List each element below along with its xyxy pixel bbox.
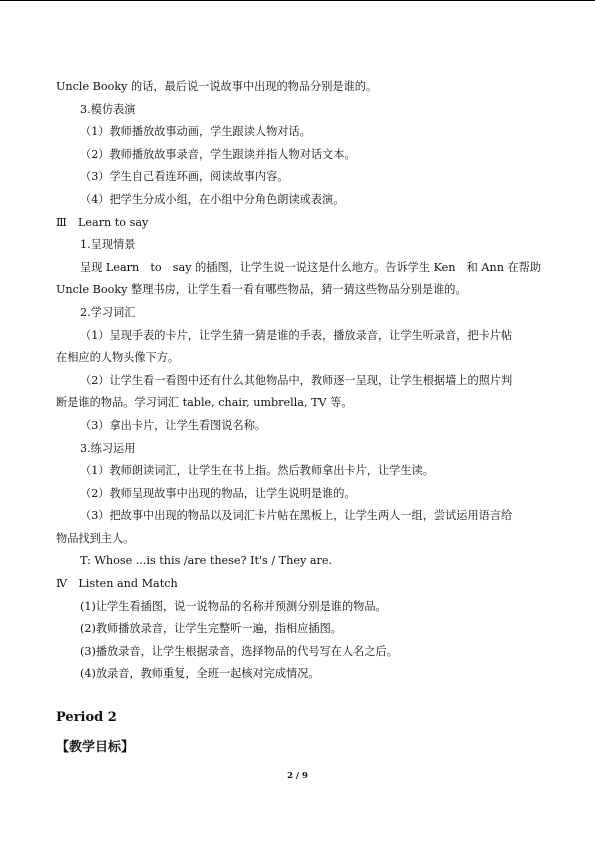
text-line: （3）把故事中出现的物品以及词汇卡片帖在黑板上，让学生两人一组，尝试运用语言给 xyxy=(80,509,513,523)
text-line: 在相应的人物头像下方。 xyxy=(56,351,180,365)
text-line: (2)教师播放录音，让学生完整听一遍，指相应插图。 xyxy=(80,622,342,636)
text-line: 3.模仿表演 xyxy=(80,102,136,116)
top-rule xyxy=(0,0,595,1)
text-line: Uncle Booky 整理书房，让学生看一看有哪些物品，猜一猜这些物品分别是谁的。 xyxy=(56,283,467,297)
text-line: （1）教师播放故事动画，学生跟读人物对话。 xyxy=(80,125,311,139)
text-line: （4）把学生分成小组，在小组中分角色朗读或表演。 xyxy=(80,192,345,206)
text-line: Uncle Booky 的话，最后说一说故事中出现的物品分别是谁的。 xyxy=(56,80,378,93)
text-line: （1）教师朗读词汇，让学生在书上指。然后教师拿出卡片，让学生读。 xyxy=(80,464,434,478)
text-line: Ⅳ Listen and Match xyxy=(56,577,178,591)
text-line: (4)放录音，教师重复，全班一起核对完成情况。 xyxy=(80,667,320,681)
paragraph-list xyxy=(56,76,544,686)
text-line: 物品找到主人。 xyxy=(56,531,135,545)
text-line: （2）教师呈现故事中出现的物品，让学生说明是谁的。 xyxy=(80,486,356,500)
document-body xyxy=(56,76,544,758)
text-line: （2）让学生看一看图中还有什么其他物品中，教师逐一呈现，让学生根据墙上的照片判 xyxy=(80,373,513,387)
text-line: T: Whose ...is this /are these? It's / They are. xyxy=(80,554,333,568)
text-line: （3）学生自己看连环画，阅读故事内容。 xyxy=(80,170,289,184)
text-line: 断是谁的物品。学习词汇 table, chair, umbrella, TV 等。 xyxy=(56,396,353,410)
text-line: （1）呈现手表的卡片，让学生猜一猜是谁的手表，播放录音，让学生听录音，把卡片帖 xyxy=(80,328,513,342)
text-line: (1)让学生看插图，说一说物品的名称并预测分别是谁的物品。 xyxy=(80,599,387,613)
text-line: (3)播放录音，让学生根据录音，选择物品的代号写在人名之后。 xyxy=(80,644,398,658)
text-line: 3.练习运用 xyxy=(80,441,136,455)
text-line: 2.学习词汇 xyxy=(80,305,136,319)
text-line: Ⅲ Learn to say xyxy=(56,215,149,229)
text-line: 1.呈现情景 xyxy=(80,238,136,252)
text-line: （3）拿出卡片，让学生看图说名称。 xyxy=(80,418,267,432)
text-line: （2）教师播放故事录音，学生跟读并指人物对话文本。 xyxy=(80,147,356,161)
page-number: 2 / 9 xyxy=(287,771,308,781)
text-line: 呈现 Learn to say 的插图，让学生说一说这是什么地方。告诉学生 Ken 和 Ann 在帮助 xyxy=(80,260,542,274)
period-heading: Period 2 xyxy=(56,710,117,726)
objectives-heading: 【教学目标】 xyxy=(56,740,135,756)
